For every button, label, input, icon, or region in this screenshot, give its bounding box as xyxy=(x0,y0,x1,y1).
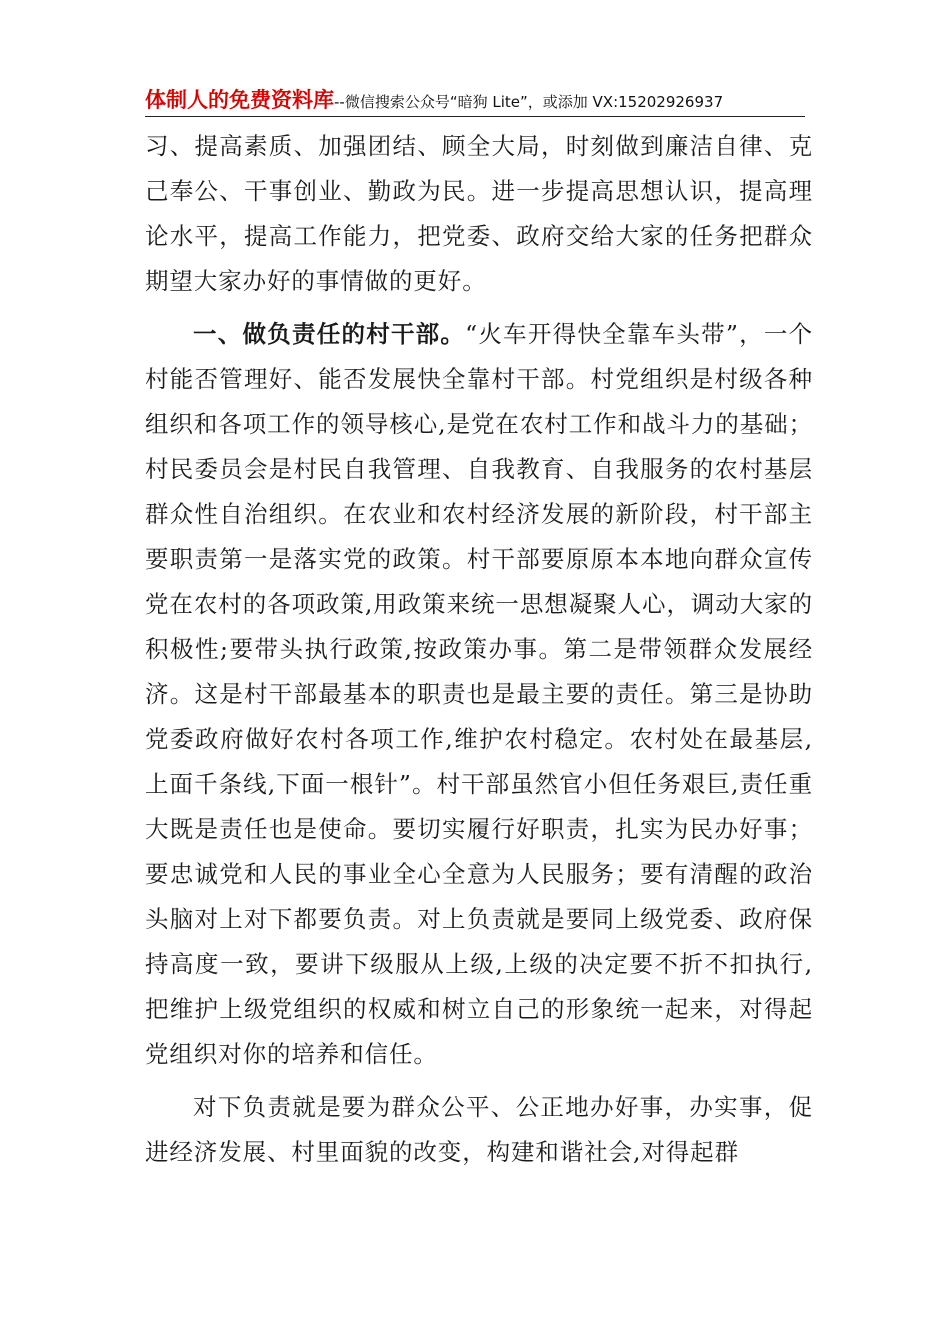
paragraph-text: 对下负责就是要为群众公平、公正地办好事，办实事，促进经济发展、村里面貌的改变，构建和谐社会,对得起群 xyxy=(145,1093,813,1166)
paragraph-text: “火车开得快全靠车头带”，一个村能否管理好、能否发展快全靠村干部。村党组织是村级各种组织和各项工作的领导核心,是党在农村工作和战斗力的基础；村民委员会是村民自我管理、自我教育、自我服务的农村基层群众性自治组织。在农业和农村经济发展的新阶段，村干部主要职责第一是落实党的政策。村干部要原原本本地向群众宣传党在农村的各项政策,用政策来统一思想凝聚人心，调动大家的积极性;要带头执行政策,按政策办事。第二是带领群众发展经济。这是村干部最基本的职责也是最主要的责任。第三是协助党委政府做好农村各项工作,维护农村稳定。农村处在最基层,上面千条线,下面一根针”。村干部虽然官小但任务艰巨,责任重大既是责任也是使命。要切实履行好职责，扎实为民办好事；要忠诚党和人民的事业全心全意为人民服务；要有清醒的政治头脑对上对下都要负责。对上负责就是要同上级党委、政府保持高度一致，要讲下级服从上级,上级的决定要不折不扣执行,把维护上级党组织的权威和树立自己的形象统一起来，对得起党组织对你的培养和信任。 xyxy=(145,320,813,1068)
header-brand: 体制人的免费资料库 xyxy=(145,88,334,112)
paragraph-responsibility-down xyxy=(145,1085,813,1175)
paragraph-continued xyxy=(145,124,813,304)
paragraph-section-1 xyxy=(145,312,813,1077)
section-heading: 一、做负责任的村干部。 xyxy=(193,320,466,348)
document-body xyxy=(145,124,813,1175)
page-header xyxy=(145,84,805,114)
header-info: --微信搜索公众号“暗狗 Lite”，或添加 VX:15202926937 xyxy=(334,93,724,111)
header-divider xyxy=(145,116,805,117)
paragraph-text: 习、提高素质、加强团结、顾全大局，时刻做到廉洁自律、克己奉公、干事创业、勤政为民。进一步提高思想认识，提高理论水平，提高工作能力，把党委、政府交给大家的任务把群众期望大家办好的事情做的更好。 xyxy=(145,132,813,295)
